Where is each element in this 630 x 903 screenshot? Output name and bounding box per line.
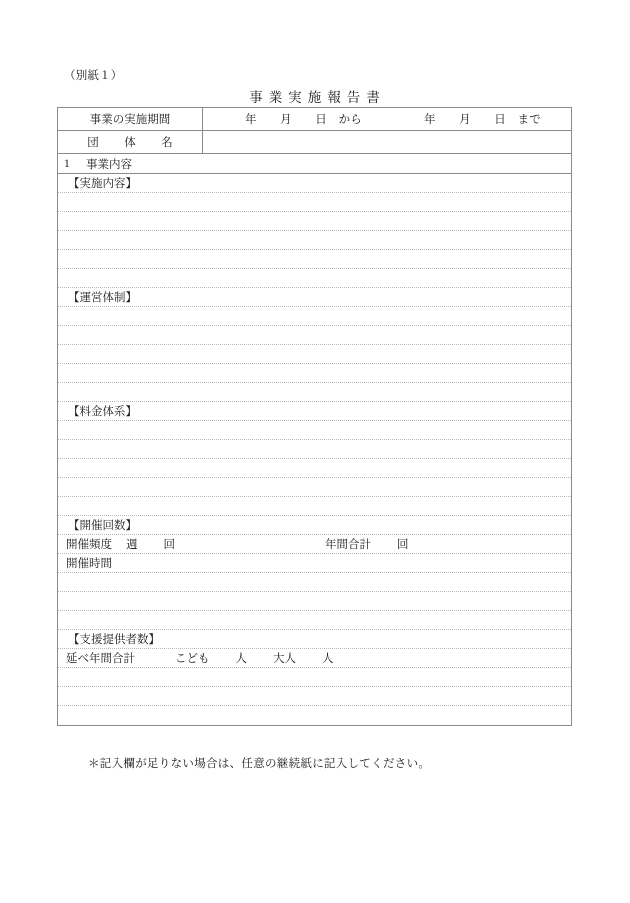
block-heading-shien-teikyousha-suu: 【支援提供者数】: [58, 630, 571, 649]
write-line[interactable]: [58, 706, 571, 725]
write-line[interactable]: [58, 345, 571, 364]
frequency-count-unit: 回: [163, 539, 175, 551]
kaisai-time-row[interactable]: [58, 554, 571, 573]
write-line[interactable]: [58, 497, 571, 516]
adult-unit: 人: [322, 653, 334, 665]
frequency-week-unit: 週: [126, 539, 138, 551]
write-line[interactable]: [58, 478, 571, 497]
page-title: 事業実施報告書: [249, 90, 386, 105]
write-line[interactable]: [58, 440, 571, 459]
report-form-table: [57, 107, 572, 726]
frequency-label: 開催頻度: [66, 539, 112, 551]
write-line[interactable]: [58, 307, 571, 326]
section-title: 事業内容: [86, 158, 132, 171]
block-heading-unei-taisei: 【運営体制】: [58, 288, 571, 307]
kaisai-frequency-row[interactable]: [58, 535, 571, 554]
write-line[interactable]: [58, 592, 571, 611]
time-label: 開催時間: [66, 558, 112, 570]
period-label: 事業の実施期間: [58, 108, 203, 130]
write-line[interactable]: [58, 459, 571, 478]
footer-note: ＊記入欄が足りない場合は、任意の継続紙に記入してください。: [88, 758, 431, 770]
shien-total-row[interactable]: [58, 649, 571, 668]
attachment-label: （別紙１）: [64, 70, 123, 82]
write-line[interactable]: [58, 668, 571, 687]
shien-total-label: 延べ年間合計: [66, 653, 135, 665]
child-unit: 人: [235, 653, 247, 665]
yearly-total-unit: 回: [397, 539, 409, 551]
write-line[interactable]: [58, 212, 571, 231]
organization-value-cell[interactable]: [203, 131, 571, 153]
adult-label: 大人: [273, 653, 296, 665]
write-line[interactable]: [58, 573, 571, 592]
block-heading-jisshi-naiyou: 【実施内容】: [58, 174, 571, 193]
write-line[interactable]: [58, 250, 571, 269]
write-line[interactable]: [58, 687, 571, 706]
write-line[interactable]: [58, 326, 571, 345]
period-from-text: 年 月 日 から: [245, 114, 362, 126]
write-line[interactable]: [58, 421, 571, 440]
write-line[interactable]: [58, 611, 571, 630]
write-line[interactable]: [58, 193, 571, 212]
write-line[interactable]: [58, 383, 571, 402]
section-heading-1: [58, 154, 571, 174]
organization-label: 団 体 名: [58, 131, 203, 153]
block-heading-ryoukin-taikei: 【料金体系】: [58, 402, 571, 421]
write-line[interactable]: [58, 231, 571, 250]
period-value-cell[interactable]: [203, 108, 571, 130]
write-line[interactable]: [58, 364, 571, 383]
period-to-text: 年 月 日 まで: [424, 114, 541, 126]
yearly-total-label: 年間合計: [325, 539, 371, 551]
child-label: こども: [175, 653, 210, 665]
table-row-period: [58, 108, 571, 131]
section-number: 1: [64, 157, 70, 170]
table-row-organization: [58, 131, 571, 154]
block-heading-kaisai-kaisuu: 【開催回数】: [58, 516, 571, 535]
write-line[interactable]: [58, 269, 571, 288]
